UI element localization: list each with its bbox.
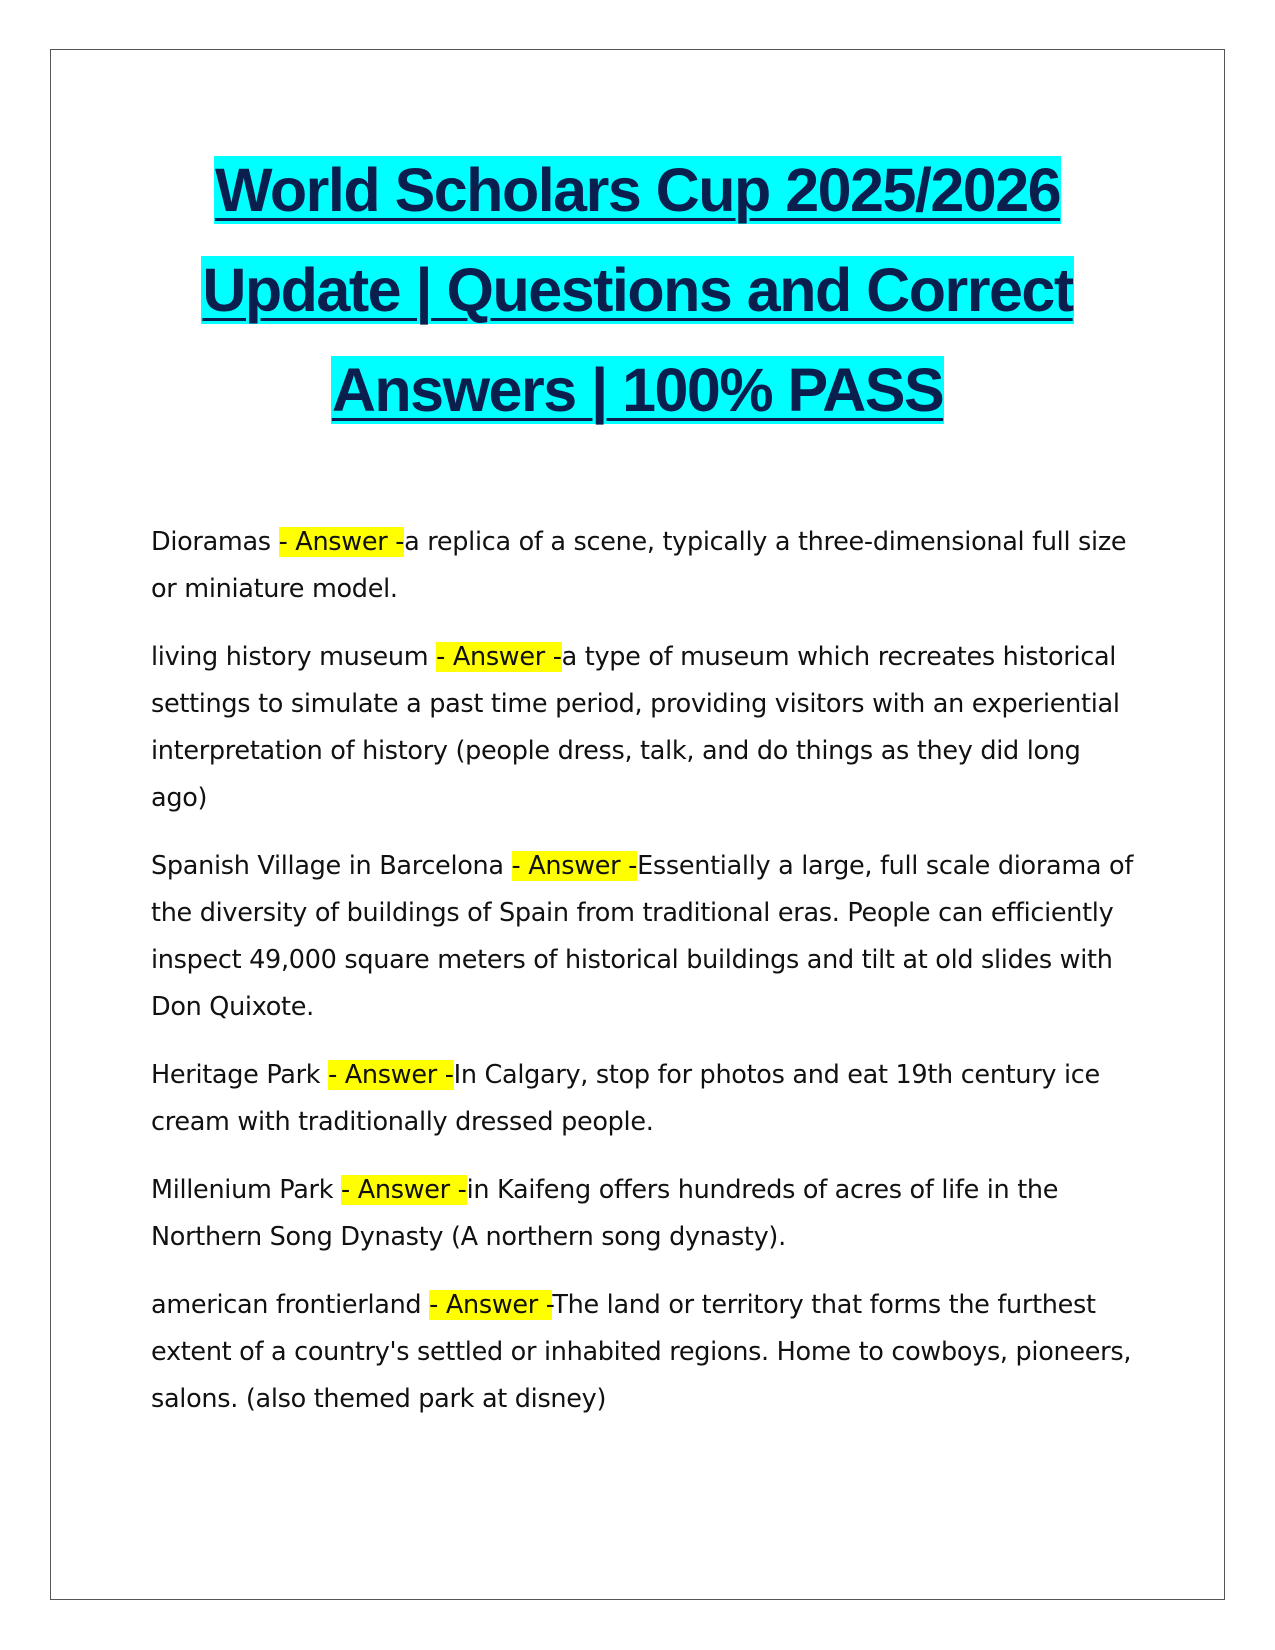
answer-marker: - Answer - (341, 1175, 467, 1205)
title-line-3: Answers | 100% PASS (331, 356, 944, 424)
qa-term: living history museum (151, 642, 437, 672)
qa-definition: a type of museum which recreates historical settings to simulate a past time period, providing visitors with an experiential interpretation of history (people dress, talk, and do things as they did long ago) (151, 642, 1120, 813)
qa-definition: Essentially a large, full scale diorama of the diversity of buildings of Spain from traditional eras. People can efficiently inspect 49,000 square meters of historical buildings and tilt at old slides with Don Quixote. (151, 851, 1134, 1022)
qa-term: american frontierland (151, 1290, 430, 1320)
qa-item-heritage-park (151, 1052, 1136, 1146)
answer-marker: - Answer - (278, 527, 405, 557)
qa-definition: a replica of a scene, typically a three-dimensional full size or miniature model. (151, 527, 1127, 604)
title-line-2: Update | Questions and Correct (202, 256, 1073, 324)
answer-marker: - Answer - (511, 851, 638, 881)
answer-marker: - Answer - (436, 642, 562, 672)
document-title (50, 140, 1225, 440)
title-line-1: World Scholars Cup 2025/2026 (214, 156, 1061, 224)
answer-marker: - Answer - (328, 1060, 454, 1090)
qa-term: Spanish Village in Barcelona (151, 851, 512, 881)
qa-list (151, 519, 1136, 1444)
qa-item-american-frontierland (151, 1282, 1136, 1423)
qa-term: Heritage Park (151, 1060, 329, 1090)
qa-term: Dioramas (151, 527, 279, 557)
qa-item-living-history-museum (151, 634, 1136, 822)
qa-definition: in Kaifeng offers hundreds of acres of life in the Northern Song Dynasty (A northern song dynasty). (151, 1175, 1059, 1252)
qa-item-dioramas (151, 519, 1136, 613)
qa-item-millenium-park (151, 1167, 1136, 1261)
qa-definition: The land or territory that forms the furthest extent of a country's settled or inhabited regions. Home to cowboys, pioneers, salons. (also themed park at disney) (151, 1290, 1132, 1414)
qa-term: Millenium Park (151, 1175, 342, 1205)
qa-item-spanish-village (151, 843, 1136, 1031)
answer-marker: - Answer - (429, 1290, 553, 1320)
qa-definition: In Calgary, stop for photos and eat 19th century ice cream with traditionally dressed people. (151, 1060, 1100, 1137)
